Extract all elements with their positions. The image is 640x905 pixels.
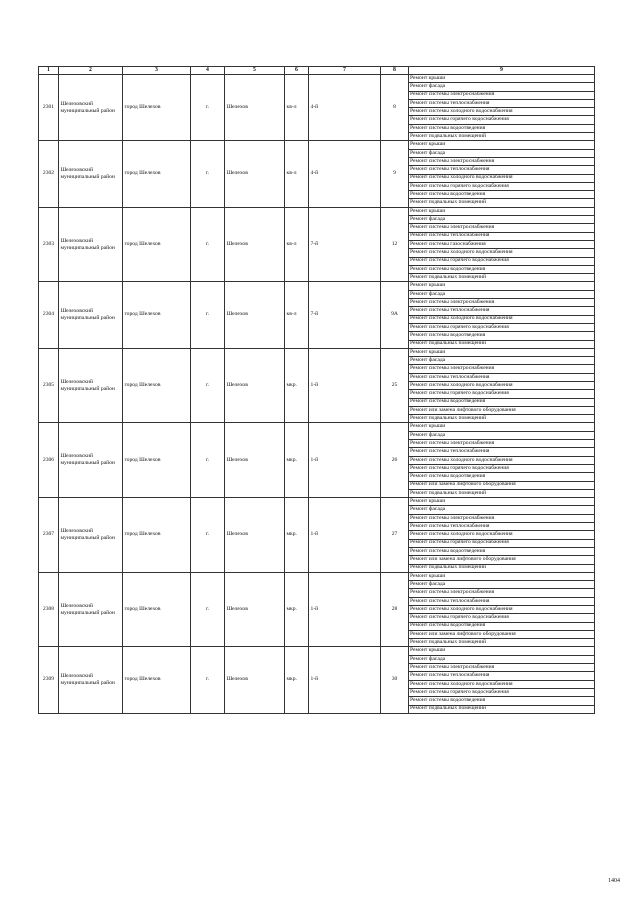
work-item-cell: Ремонт подвальных помещений — [409, 415, 595, 423]
settlement-cell: город Шелехов — [123, 498, 191, 573]
street-type-cell: мкр. — [285, 498, 309, 573]
work-item-cell: Ремонт системы холодного водоснабжения — [409, 108, 595, 116]
district-cell: Шелеховский муниципальный район — [59, 75, 123, 141]
work-item-cell: Ремонт системы холодного водоснабжения — [409, 174, 595, 182]
work-item-cell: Ремонт системы холодного водоснабжения — [409, 456, 595, 464]
district-cell: Шелеховский муниципальный район — [59, 572, 123, 647]
work-item-cell: Ремонт крыши — [409, 141, 595, 149]
work-item-cell: Ремонт системы электроснабжения — [409, 514, 595, 522]
work-item-cell: Ремонт системы теплоснабжения — [409, 672, 595, 680]
district-cell: Шелеховский муниципальный район — [59, 282, 123, 348]
place-type-cell: г. — [191, 498, 225, 573]
work-item-cell: Ремонт крыши — [409, 75, 595, 83]
work-item-cell: Ремонт системы горячего водоснабжения — [409, 116, 595, 124]
work-item-cell: Ремонт подвальных помещений — [409, 199, 595, 207]
city-cell: Шелехов — [225, 141, 285, 207]
work-item-cell: Ремонт системы электроснабжения — [409, 91, 595, 99]
table-row — [39, 572, 595, 580]
work-item-cell: Ремонт или замена лифтового оборудования — [409, 406, 595, 414]
work-item-cell: Ремонт крыши — [409, 282, 595, 290]
work-item-cell: Ремонт крыши — [409, 572, 595, 580]
table-body — [39, 75, 595, 714]
city-cell: Шелехов — [225, 282, 285, 348]
work-item-cell: Ремонт подвальных помещений — [409, 639, 595, 647]
row-number-cell: 2309 — [39, 647, 59, 713]
street-type-cell: мкр. — [285, 572, 309, 647]
work-item-cell: Ремонт фасада — [409, 506, 595, 514]
settlement-cell: город Шелехов — [123, 572, 191, 647]
work-item-cell: Ремонт системы газоснабжения — [409, 240, 595, 248]
street-name-cell: 1-й — [309, 647, 381, 713]
work-item-cell: Ремонт системы теплоснабжения — [409, 523, 595, 531]
place-type-cell: г. — [191, 647, 225, 713]
street-type-cell: мкр. — [285, 348, 309, 423]
house-number-cell: 27 — [381, 498, 409, 573]
col-header: 6 — [285, 67, 309, 75]
work-item-cell: Ремонт системы горячего водоснабжения — [409, 539, 595, 547]
row-number-cell: 2307 — [39, 498, 59, 573]
work-item-cell: Ремонт системы водоотведения — [409, 697, 595, 705]
street-type-cell: кв-л — [285, 141, 309, 207]
col-header: 5 — [225, 67, 285, 75]
work-item-cell: Ремонт крыши — [409, 423, 595, 431]
house-number-cell: 12 — [381, 207, 409, 282]
work-item-cell: Ремонт системы водоотведения — [409, 191, 595, 199]
col-header: 2 — [59, 67, 123, 75]
work-item-cell: Ремонт системы электроснабжения — [409, 157, 595, 165]
work-item-cell: Ремонт системы электроснабжения — [409, 299, 595, 307]
row-number-cell: 2305 — [39, 348, 59, 423]
work-item-cell: Ремонт крыши — [409, 348, 595, 356]
house-number-cell: 9 — [381, 141, 409, 207]
work-item-cell: Ремонт системы горячего водоснабжения — [409, 257, 595, 265]
work-item-cell: Ремонт системы холодного водоснабжения — [409, 680, 595, 688]
district-cell: Шелеховский муниципальный район — [59, 647, 123, 713]
street-name-cell: 4-й — [309, 141, 381, 207]
city-cell: Шелехов — [225, 348, 285, 423]
work-item-cell: Ремонт системы электроснабжения — [409, 664, 595, 672]
place-type-cell: г. — [191, 282, 225, 348]
work-item-cell: Ремонт или замена лифтового оборудования — [409, 556, 595, 564]
work-item-cell: Ремонт системы горячего водоснабжения — [409, 688, 595, 696]
work-item-cell: Ремонт системы холодного водоснабжения — [409, 315, 595, 323]
district-cell: Шелеховский муниципальный район — [59, 498, 123, 573]
work-item-cell: Ремонт системы горячего водоснабжения — [409, 182, 595, 190]
settlement-cell: город Шелехов — [123, 282, 191, 348]
settlement-cell: город Шелехов — [123, 75, 191, 141]
table-row — [39, 75, 595, 83]
table-row — [39, 423, 595, 431]
work-item-cell: Ремонт системы горячего водоснабжения — [409, 323, 595, 331]
work-item-cell: Ремонт системы горячего водоснабжения — [409, 464, 595, 472]
city-cell: Шелехов — [225, 423, 285, 498]
work-item-cell: Ремонт системы водоотведения — [409, 124, 595, 132]
work-item-cell: Ремонт системы горячего водоснабжения — [409, 614, 595, 622]
settlement-cell: город Шелехов — [123, 141, 191, 207]
work-item-cell: Ремонт подвальных помещений — [409, 489, 595, 497]
place-type-cell: г. — [191, 207, 225, 282]
house-number-cell: 25 — [381, 348, 409, 423]
table-row — [39, 647, 595, 655]
settlement-cell: город Шелехов — [123, 423, 191, 498]
work-item-cell: Ремонт системы водоотведения — [409, 547, 595, 555]
col-header: 9 — [409, 67, 595, 75]
city-cell: Шелехов — [225, 572, 285, 647]
street-name-cell: 1-й — [309, 498, 381, 573]
work-item-cell: Ремонт системы теплоснабжения — [409, 99, 595, 107]
work-item-cell: Ремонт системы холодного водоснабжения — [409, 606, 595, 614]
table-row — [39, 282, 595, 290]
work-item-cell: Ремонт системы водоотведения — [409, 622, 595, 630]
work-item-cell: Ремонт фасада — [409, 431, 595, 439]
street-type-cell: мкр. — [285, 423, 309, 498]
street-type-cell: кв-л — [285, 207, 309, 282]
address-work-table — [38, 66, 595, 714]
row-number-cell: 2304 — [39, 282, 59, 348]
district-cell: Шелеховский муниципальный район — [59, 141, 123, 207]
work-item-cell: Ремонт системы водоотведения — [409, 265, 595, 273]
work-item-cell: Ремонт системы теплоснабжения — [409, 307, 595, 315]
row-number-cell: 2301 — [39, 75, 59, 141]
work-item-cell: Ремонт фасада — [409, 149, 595, 157]
work-item-cell: Ремонт подвальных помещений — [409, 133, 595, 141]
work-item-cell: Ремонт системы водоотведения — [409, 473, 595, 481]
work-item-cell: Ремонт подвальных помещений — [409, 564, 595, 572]
street-name-cell: 7-й — [309, 282, 381, 348]
place-type-cell: г. — [191, 75, 225, 141]
street-type-cell: мкр. — [285, 647, 309, 713]
col-header: 4 — [191, 67, 225, 75]
street-name-cell: 7-й — [309, 207, 381, 282]
work-item-cell: Ремонт системы теплоснабжения — [409, 166, 595, 174]
district-cell: Шелеховский муниципальный район — [59, 348, 123, 423]
settlement-cell: город Шелехов — [123, 207, 191, 282]
work-item-cell: Ремонт системы электроснабжения — [409, 224, 595, 232]
district-cell: Шелеховский муниципальный район — [59, 423, 123, 498]
settlement-cell: город Шелехов — [123, 348, 191, 423]
row-number-cell: 2302 — [39, 141, 59, 207]
street-type-cell: кв-л — [285, 282, 309, 348]
city-cell: Шелехов — [225, 75, 285, 141]
work-item-cell: Ремонт фасада — [409, 655, 595, 663]
row-number-cell: 2306 — [39, 423, 59, 498]
work-item-cell: Ремонт фасада — [409, 581, 595, 589]
street-type-cell: кв-л — [285, 75, 309, 141]
work-item-cell: Ремонт системы электроснабжения — [409, 440, 595, 448]
work-item-cell: Ремонт системы теплоснабжения — [409, 448, 595, 456]
house-number-cell: 30 — [381, 647, 409, 713]
row-number-cell: 2308 — [39, 572, 59, 647]
place-type-cell: г. — [191, 348, 225, 423]
work-item-cell: Ремонт системы электроснабжения — [409, 589, 595, 597]
house-number-cell: 28 — [381, 572, 409, 647]
work-item-cell: Ремонт системы теплоснабжения — [409, 373, 595, 381]
header-row — [39, 67, 595, 75]
work-item-cell: Ремонт фасада — [409, 357, 595, 365]
work-item-cell: Ремонт системы водоотведения — [409, 398, 595, 406]
work-item-cell: Ремонт системы водоотведения — [409, 332, 595, 340]
work-item-cell: Ремонт фасада — [409, 83, 595, 91]
street-name-cell: 1-й — [309, 423, 381, 498]
table-row — [39, 141, 595, 149]
work-item-cell: Ремонт системы холодного водоснабжения — [409, 249, 595, 257]
work-item-cell: Ремонт крыши — [409, 647, 595, 655]
table-row — [39, 348, 595, 356]
city-cell: Шелехов — [225, 207, 285, 282]
work-item-cell: Ремонт или замена лифтового оборудования — [409, 630, 595, 638]
col-header: 3 — [123, 67, 191, 75]
street-name-cell: 1-й — [309, 572, 381, 647]
work-item-cell: Ремонт фасада — [409, 290, 595, 298]
work-item-cell: Ремонт фасада — [409, 216, 595, 224]
col-header: 8 — [381, 67, 409, 75]
street-name-cell: 1-й — [309, 348, 381, 423]
place-type-cell: г. — [191, 423, 225, 498]
house-number-cell: 9А — [381, 282, 409, 348]
work-item-cell: Ремонт системы холодного водоснабжения — [409, 531, 595, 539]
col-header: 7 — [309, 67, 381, 75]
house-number-cell: 8 — [381, 75, 409, 141]
city-cell: Шелехов — [225, 647, 285, 713]
work-item-cell: Ремонт крыши — [409, 207, 595, 215]
table-row — [39, 207, 595, 215]
work-item-cell: Ремонт системы горячего водоснабжения — [409, 390, 595, 398]
work-item-cell: Ремонт крыши — [409, 498, 595, 506]
work-item-cell: Ремонт системы холодного водоснабжения — [409, 381, 595, 389]
row-number-cell: 2303 — [39, 207, 59, 282]
place-type-cell: г. — [191, 572, 225, 647]
settlement-cell: город Шелехов — [123, 647, 191, 713]
work-item-cell: Ремонт подвальных помещений — [409, 340, 595, 348]
district-cell: Шелеховский муниципальный район — [59, 207, 123, 282]
place-type-cell: г. — [191, 141, 225, 207]
table-row — [39, 498, 595, 506]
work-item-cell: Ремонт подвальных помещений — [409, 705, 595, 713]
work-item-cell: Ремонт системы теплоснабжения — [409, 597, 595, 605]
street-name-cell: 4-й — [309, 75, 381, 141]
work-item-cell: Ремонт или замена лифтового оборудования — [409, 481, 595, 489]
city-cell: Шелехов — [225, 498, 285, 573]
col-header: 1 — [39, 67, 59, 75]
work-item-cell: Ремонт системы электроснабжения — [409, 365, 595, 373]
work-item-cell: Ремонт подвальных помещений — [409, 274, 595, 282]
work-item-cell: Ремонт системы теплоснабжения — [409, 232, 595, 240]
page-number: 1404 — [608, 878, 620, 884]
house-number-cell: 26 — [381, 423, 409, 498]
